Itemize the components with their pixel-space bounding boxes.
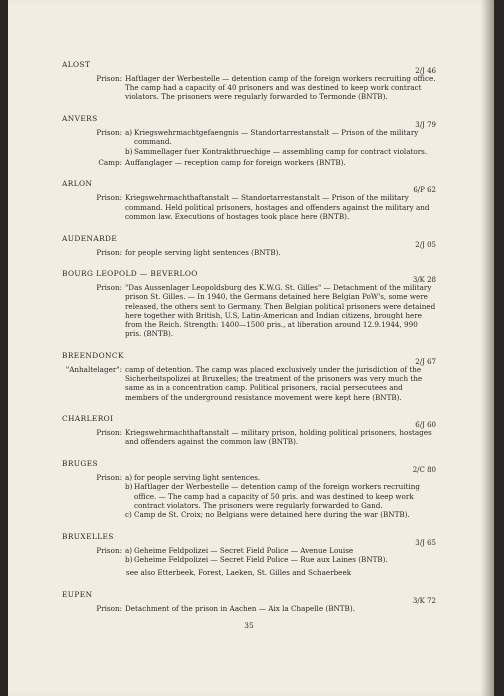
facility-description: Detachment of the prison in Aachen — Aix la Chapelle (BNTB). — [125, 603, 355, 613]
entry — [62, 530, 436, 578]
sub-item — [125, 546, 436, 555]
facility-label: Camp: — [98, 157, 122, 167]
document-page — [8, 0, 494, 696]
facility-description: Kriegswehrmachthaftanstalt — Standortarrestanstalt — Prison of the military command. Held political prisoners, hostages and offenders against the military and common law. Executions of hostages took place here (BNTB). — [125, 193, 430, 221]
facility-description: Haftlager der Werbestelle — detention camp of the foreign workers recruiting office. The camp had a capacity of 40 prisoners and was destined to keep work contract violators. The prisoners were regularly forwarded to Termonde (BNTB). — [125, 74, 436, 102]
sub-item — [125, 128, 436, 146]
entry — [62, 232, 436, 257]
sub-item — [125, 482, 436, 510]
facility-description — [125, 546, 436, 564]
entry-row — [62, 428, 436, 446]
map-reference-code: 3/J 79 — [415, 121, 436, 130]
sub-item-text: Geheime Feldpolizei — Secret Field Police — Rue aux Laines (BNTB). — [134, 554, 388, 564]
place-name: ANVERS — [62, 114, 98, 124]
map-reference-code: 3/K 28 — [412, 276, 436, 285]
sub-item-text: Kriegswehrmachtgefaengnis — Standortarrestanstalt — Prison of the military command. — [134, 128, 419, 147]
facility-label: Prison: — [96, 74, 122, 83]
entry-heading — [62, 112, 436, 130]
entry — [62, 177, 436, 221]
sub-item-text: Haftlager der Werbestelle — detention camp of the foreign workers recruiting office. — The camp had a capacity of 50 pris. and was destined to keep work contract violators. The prisoners were regularly forwarded to Gand. — [134, 482, 420, 510]
sub-item-text: Sammellager fuer Kontraktbruechige — assembling camp for contract violators. — [134, 146, 428, 156]
entry-heading — [62, 588, 436, 605]
facility-description: camp of detention. The camp was placed exclusively under the jurisdiction of the Sicherheitspolizei at Bruxelles; the treatment of the prisoners was very much the same as in a concentration camp. Political prisoners, racial persecutees and members of the underground resistance movement were kept here (BNTB). — [125, 364, 423, 402]
sub-item-text: Camp de St. Croix; no Belgians were detained here during the war (BNTB). — [134, 509, 410, 519]
entry-heading — [62, 412, 436, 430]
place-name: ARLON — [62, 179, 93, 189]
place-name: BOURG LEOPOLD — BEVERLOO — [62, 269, 198, 279]
facility-description: Auffanglager — reception camp for foreign workers (BNTB). — [125, 157, 346, 167]
facility-label: Prison: — [96, 545, 122, 555]
entry — [62, 588, 436, 613]
sub-item-marker: a) — [125, 128, 133, 138]
see-also-note: see also Etterbeek, Forest, Laeken, St. Gilles and Schaerbeek — [126, 568, 352, 578]
entry — [62, 267, 436, 338]
map-reference-code: 6/J 60 — [415, 421, 436, 430]
map-reference-code: 6/P 62 — [413, 186, 436, 195]
entry — [62, 457, 436, 519]
entry-row — [62, 604, 436, 613]
entry-row — [62, 74, 436, 102]
facility-label: Prison: — [96, 128, 122, 138]
map-reference-code: 2/J 46 — [415, 67, 436, 75]
entry — [62, 112, 436, 167]
entry-row — [62, 248, 436, 257]
sub-item-marker: b) — [125, 554, 133, 564]
entry-heading — [62, 58, 436, 75]
map-reference-code: 3/J 65 — [415, 538, 436, 547]
facility-label: Prison: — [96, 193, 122, 203]
facility-description: "Das Aussenlager Leopoldsburg des K.W.G. St. Gilles" — Detachment of the military prison St. Gilles. — In 1940, the Germans detained here Belgian PoW's, some were released, the others sent to Germany. Then Belgian political prisoners were detained here together with British, U.S, Latin-American and Indian citizens, brought here from the Reich. Strength: 1400—1500 pris., at liberation around 12.9.1944, 990 pris. (BNTB). — [125, 283, 436, 339]
entry-row — [62, 283, 436, 338]
sub-item — [125, 555, 436, 564]
facility-label: Prison: — [96, 283, 122, 293]
sub-item-text: Geheime Feldpolizei — Secret Field Police — Avenue Louise — [134, 545, 354, 555]
place-name: BREENDONCK — [62, 350, 124, 360]
facility-description: Kriegswehrmachthaftanstalt — military prison, holding political prisoners, hostages and offenders against the common law (BNTB). — [125, 428, 432, 447]
sub-item-marker: a) — [125, 473, 133, 483]
entry-row — [62, 365, 436, 402]
entry-heading — [62, 267, 436, 285]
entry-heading — [62, 349, 436, 366]
facility-label: Prison: — [96, 603, 122, 613]
map-reference-code: 3/K 72 — [412, 596, 436, 605]
facility-label: Prison: — [96, 473, 122, 483]
entry-heading — [62, 232, 436, 249]
sub-item — [125, 147, 436, 156]
place-name: ALOST — [62, 60, 91, 69]
page-edge-shadow — [480, 0, 494, 696]
entry-row — [62, 473, 436, 519]
facility-description: for people serving light sentences (BNTB). — [125, 247, 281, 257]
place-name: CHARLEROI — [62, 414, 114, 424]
map-reference-code: 2/J 67 — [415, 357, 436, 366]
place-name: BRUXELLES — [62, 531, 114, 541]
sub-item-marker: c) — [125, 509, 132, 519]
map-reference-code: 2/C 80 — [412, 466, 436, 475]
sub-item-marker: b) — [125, 146, 133, 156]
entry-row — [62, 546, 436, 564]
page-content — [62, 58, 436, 630]
entry-heading — [62, 457, 436, 475]
page-number: 35 — [244, 621, 254, 630]
entry-row — [62, 158, 436, 167]
entry — [62, 58, 436, 102]
entry-heading — [62, 177, 436, 195]
entry — [62, 349, 436, 402]
facility-label: Prison: — [96, 428, 122, 438]
entry-row — [62, 128, 436, 156]
entry-heading — [62, 530, 436, 547]
facility-description — [125, 128, 436, 156]
place-name: BRUGES — [62, 459, 98, 469]
entry — [62, 412, 436, 446]
sub-item-text: for people serving light sentences. — [134, 473, 261, 483]
sub-item-marker: a) — [125, 545, 133, 555]
facility-label: "Anhaltelager": — [65, 364, 122, 374]
place-name: EUPEN — [62, 589, 93, 599]
map-reference-code: 2/J 05 — [415, 240, 436, 249]
sub-item — [125, 473, 436, 482]
facility-label: Prison: — [96, 247, 122, 257]
place-name: AUDENARDE — [62, 233, 118, 243]
facility-description — [125, 473, 436, 519]
sub-item-marker: b) — [125, 482, 133, 492]
entry-row — [62, 193, 436, 221]
sub-item — [125, 510, 436, 519]
